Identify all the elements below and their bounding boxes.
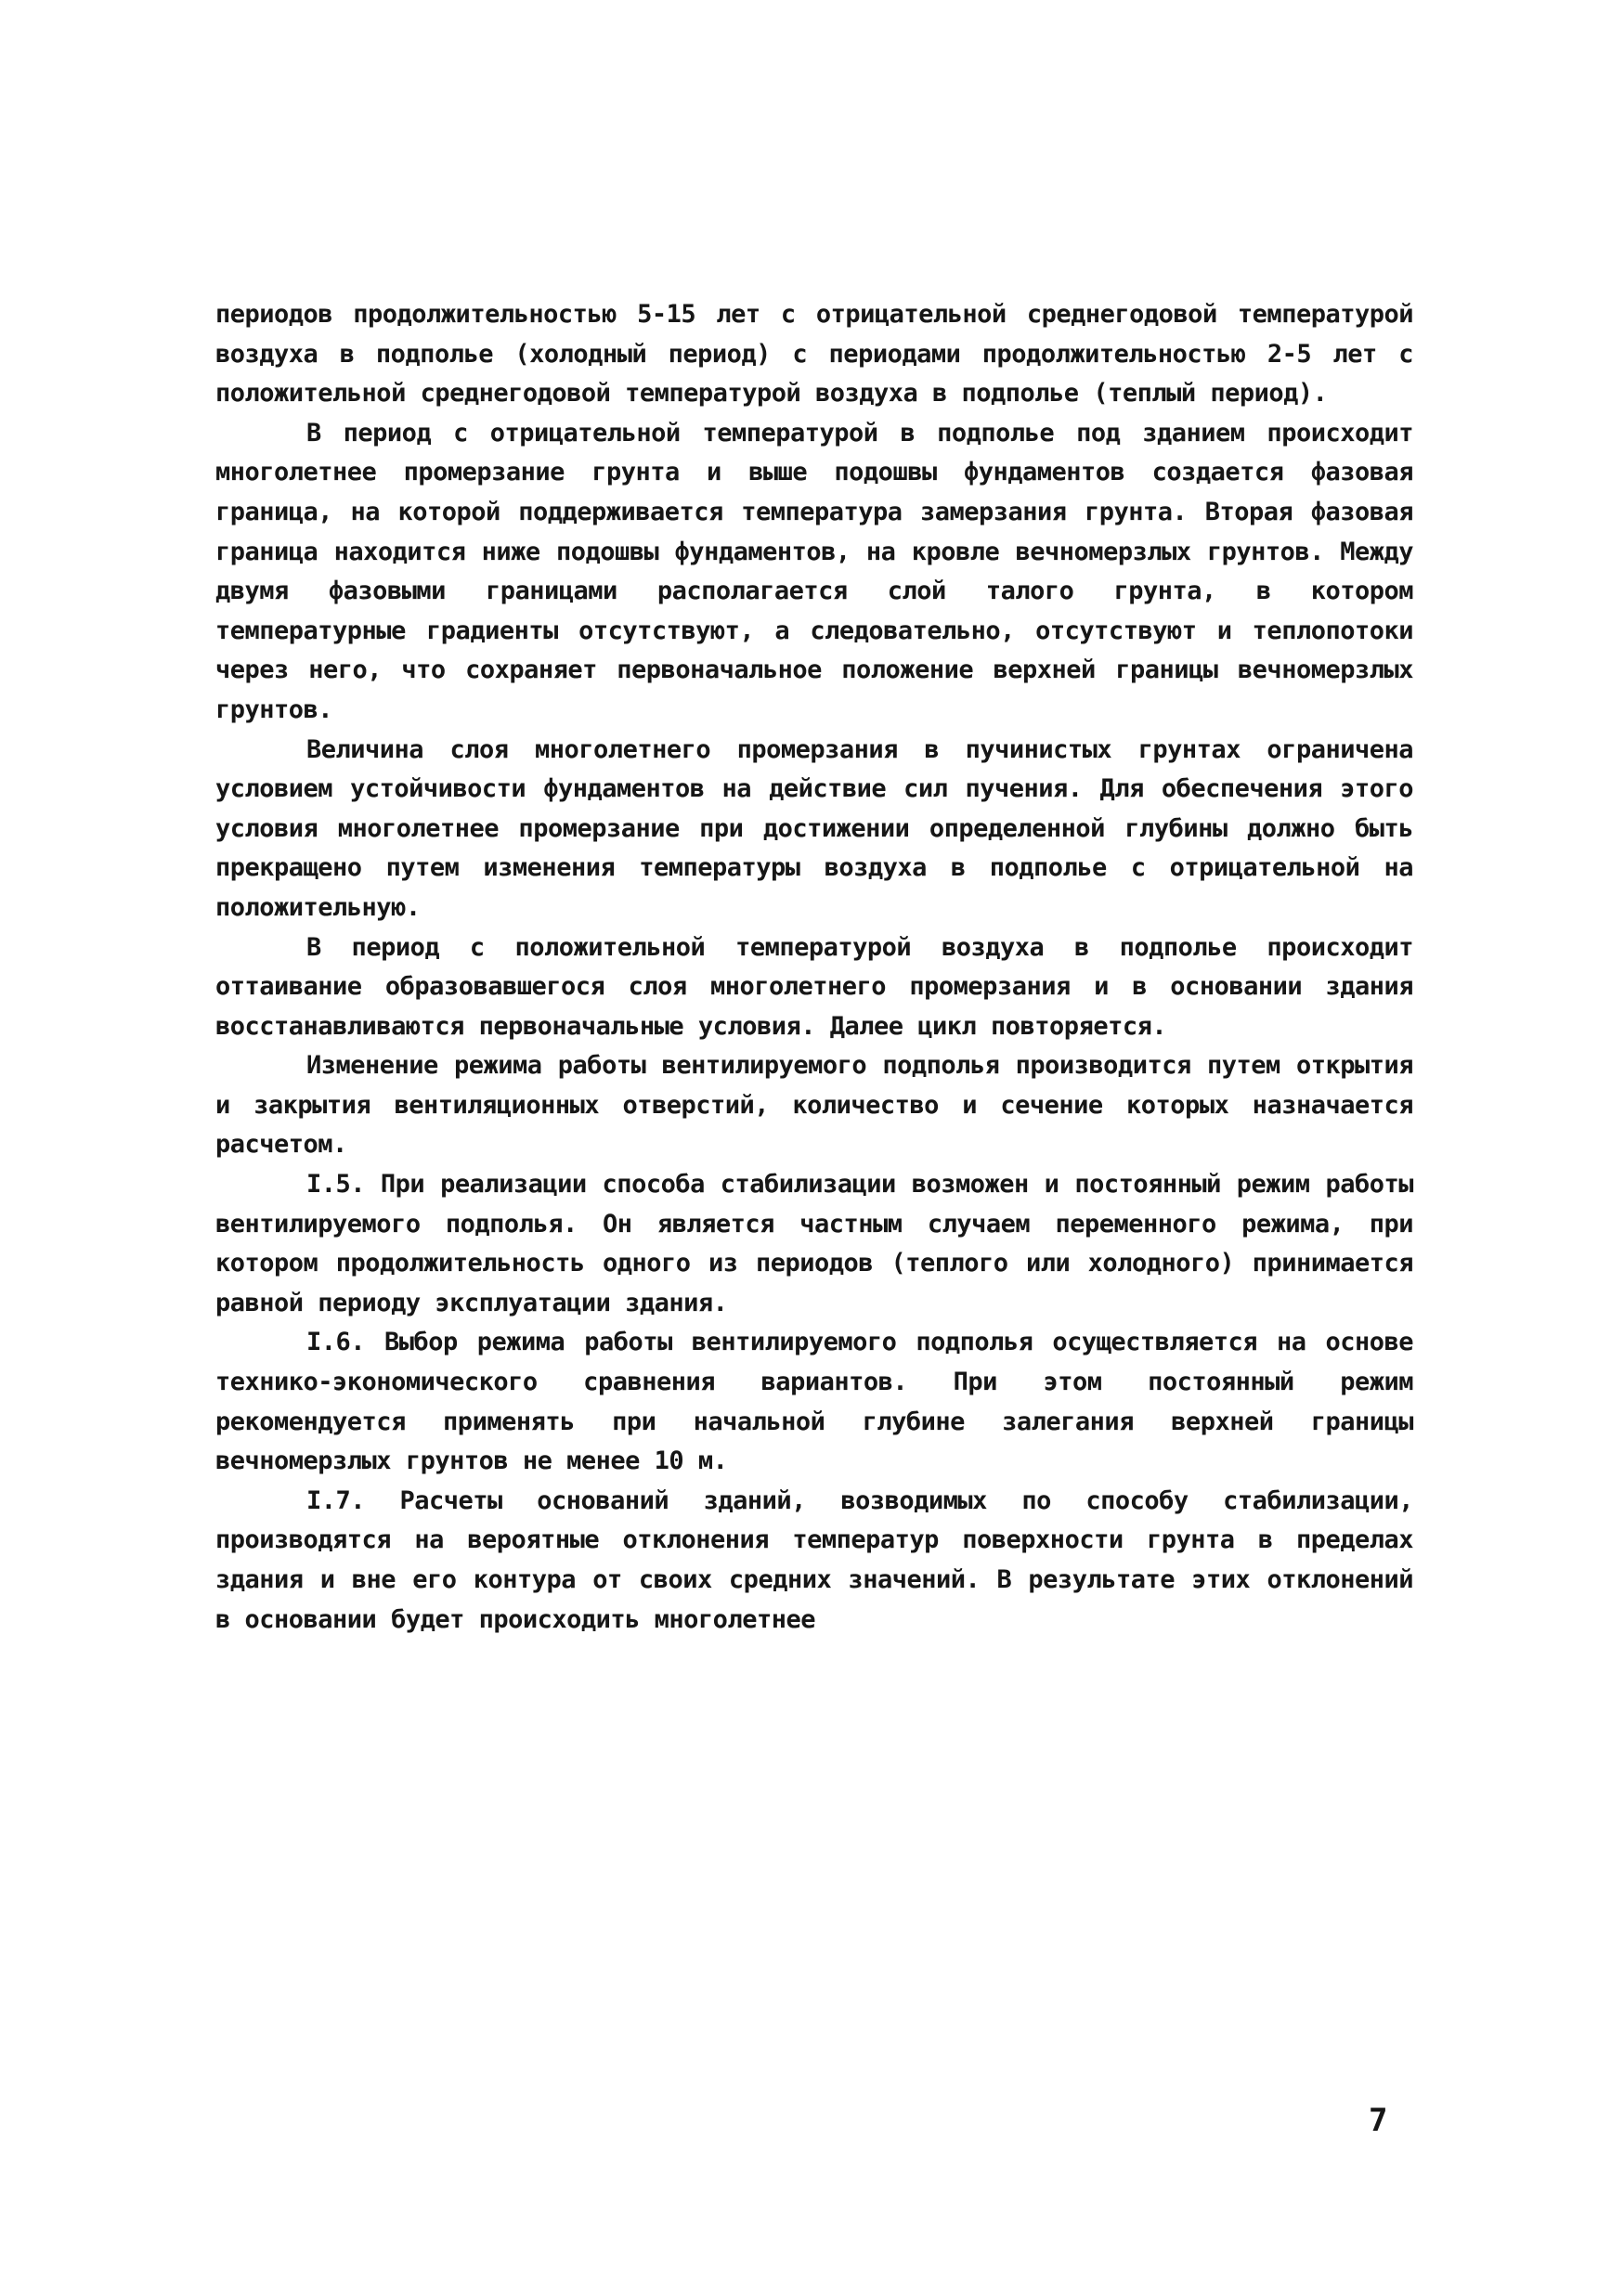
- paragraph-continuation: периодов продолжительностью 5-15 лет с отрицательной среднегодовой температурой воздуха в подполье (холодный период) с периодами продолжительностью 2-5 лет с положительной среднегодовой температурой воздуха в подполье (теплый период).: [215, 300, 1413, 409]
- paragraph-section-1-7: I.7. Расчеты оснований зданий, возводимых по способу стабилизации, производятся на вероятные отклонения температур поверхности грунта в пределах здания и вне его контура от своих средних значений. В результате этих отклонений в основании будет происходить многолетнее: [215, 1485, 1413, 1634]
- paragraph-ventilation-mode: Изменение режима работы вентилируемого подполья производится путем открытия и закрытия вентиляционных отверстий, количество и сечение которых назначается расчетом.: [215, 1051, 1413, 1160]
- page-number: 7: [1369, 2102, 1388, 2139]
- body-text: [215, 295, 1413, 1640]
- paragraph-section-1-6: I.6. Выбор режима работы вентилируемого подполья осуществляется на основе технико-экономического сравнения вариантов. При этом постоянный режим рекомендуется применять при начальной глубине залегания верхней границы вечномерзлых грунтов не менее 10 м.: [215, 1328, 1413, 1476]
- paragraph-cold-period: В период с отрицательной температурой в подполье под зданием происходит многолетнее промерзание грунта и выше подошвы фундаментов создается фазовая граница, на которой поддерживается температура замерзания грунта. Вторая фазовая граница находится ниже подошвы фундаментов, на кровле вечномерзлых грунтов. Между двумя фазовыми границами располагается слой талого грунта, в котором температурные градиенты отсутствуют, а следовательно, отсутствуют и теплопотоки через него, что сохраняет первоначальное положение верхней границы вечномерзлых грунтов.: [215, 418, 1413, 724]
- paragraph-freezing-layer: Величина слоя многолетнего промерзания в пучинистых грунтах ограничена условием устойчивости фундаментов на действие сил пучения. Для обеспечения этого условия многолетнее промерзание при достижении определенной глубины должно быть прекращено путем изменения температуры воздуха в подполье с отрицательной на положительную.: [215, 734, 1413, 922]
- paragraph-warm-period: В период с положительной температурой воздуха в подполье происходит оттаивание образовавшегося слоя многолетнего промерзания и в основании здания восстанавливаются первоначальные условия. Далее цикл повторяется.: [215, 932, 1413, 1041]
- paragraph-section-1-5: I.5. При реализации способа стабилизации возможен и постоянный режим работы вентилируемого подполья. Он является частным случаем переменного режима, при котором продолжительность одного из периодов (теплого или холодного) принимается равной периоду эксплуатации здания.: [215, 1170, 1413, 1317]
